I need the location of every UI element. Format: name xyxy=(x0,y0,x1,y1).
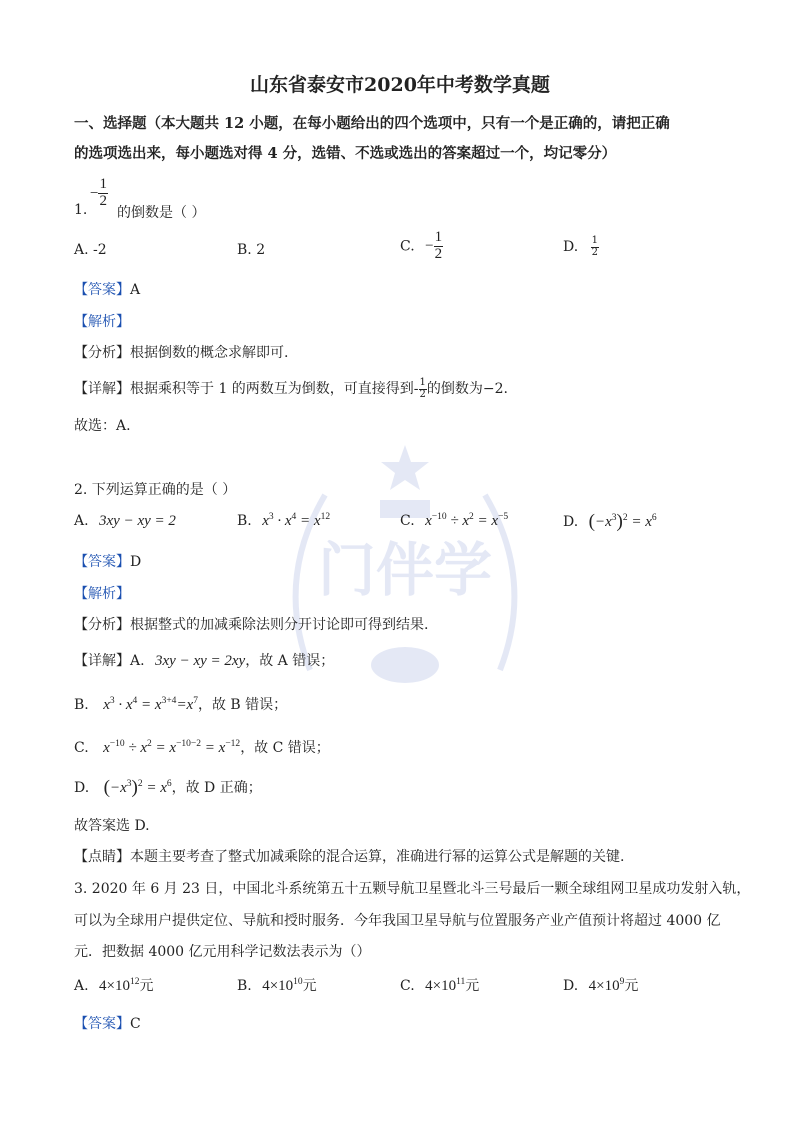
q2-option-c: C. $x^{-10} \div x^2 = x^{-5}$ xyxy=(400,512,509,529)
q1-option-b: B. 2 xyxy=(237,242,266,258)
q2-analysis: 【分析】根据整式的加减乘除法则分开讨论即可得到结果. xyxy=(74,617,429,633)
q2-option-a: A. 3xy − xy = 2 xyxy=(74,513,176,529)
q2-detail-a: 【详解】A. 3xy − xy = 2xy，故 A 错误； xyxy=(74,653,335,669)
q2-conclusion: 故答案选 D. xyxy=(74,818,150,834)
q1-answer: 【答案】A xyxy=(74,282,141,298)
q1-number: 1. xyxy=(74,202,88,218)
q3-option-b: B. $4\times 10^{10}$元 xyxy=(237,977,317,994)
q3-answer: 【答案】C xyxy=(74,1016,141,1032)
q1-option-a: A. -2 xyxy=(74,242,107,258)
q2-option-b: B. $x^3 \cdot x^4 = x^{12}$ xyxy=(237,512,331,529)
q2-answer: 【答案】D xyxy=(74,554,142,570)
q1-option-c: C. − $\frac{1}{2}$ xyxy=(400,229,443,262)
q3-stem-line3: 元．把数据 4000 亿元用科学记数法表示为（） xyxy=(74,944,371,960)
q1-analysis: 【分析】根据倒数的概念求解即可. xyxy=(74,345,289,361)
watermark-text: 门伴学 xyxy=(317,536,493,604)
q3-option-c: C. $4\times 10^{11}$元 xyxy=(400,977,480,994)
q3-stem-line2: 可以为全球用户提供定位、导航和授时服务．今年我国卫星导航与位置服务产业产值预计将超过 4000 亿 xyxy=(74,913,721,929)
q1-conclusion: 故选：A. xyxy=(74,418,131,434)
q2-option-d: D. $(-x^3)^2 = x^6$ xyxy=(563,511,657,532)
q2-comment: 【点睛】本题主要考查了整式加减乘除的混合运算，准确进行幂的运算公式是解题的关键. xyxy=(74,849,625,865)
q3-option-a: A. $4\times 10^{12}$元 xyxy=(74,977,154,994)
q1-stem-fraction: − $\frac{1}{2}$ xyxy=(90,176,107,209)
q2-stem: 2. 下列运算正确的是（ ） xyxy=(74,482,237,498)
q2-jiexi: 【解析】 xyxy=(74,586,130,602)
q2-detail-b: B. $x^3 \cdot x^4 = x^{3+4}=x^7$，故 B 错误； xyxy=(74,696,288,713)
q2-detail-c: C. $x^{-10} \div x^2 = x^{-10-2} = x^{-12}$，故 C 错误； xyxy=(74,739,330,756)
q3-option-d: D. $4\times 10^9$元 xyxy=(563,977,639,994)
q3-stem-line1: 3. 2020 年 6 月 23 日，中国北斗系统第五十五颗导航卫星暨北斗三号最后一颗全球组网卫星成功发射入轨， xyxy=(74,881,751,897)
section-heading-line1: 一、选择题（本大题共 12 小题，在每小题给出的四个选项中，只有一个是正确的，请把正确 xyxy=(74,115,670,132)
q2-detail-d: D. $(-x^3)^2 = x^6$，故 D 正确； xyxy=(74,777,262,798)
section-heading-line2: 的选项选出来，每小题选对得 4 分，选错、不选或选出的答案超过一个，均记零分） xyxy=(74,145,617,162)
q1-jiexi: 【解析】 xyxy=(74,314,130,330)
page-title: 山东省泰安市2020年中考数学真题 xyxy=(250,74,550,96)
q1-option-d: D. $\frac{1}{2}$ xyxy=(563,235,599,258)
q1-detail: 【详解】根据乘积等于 1 的两数互为倒数，可直接得到- $\frac{1}{2}$ 的倒数为−2. xyxy=(74,377,509,400)
q1-stem-text: 的倒数是（ ） xyxy=(117,205,206,221)
